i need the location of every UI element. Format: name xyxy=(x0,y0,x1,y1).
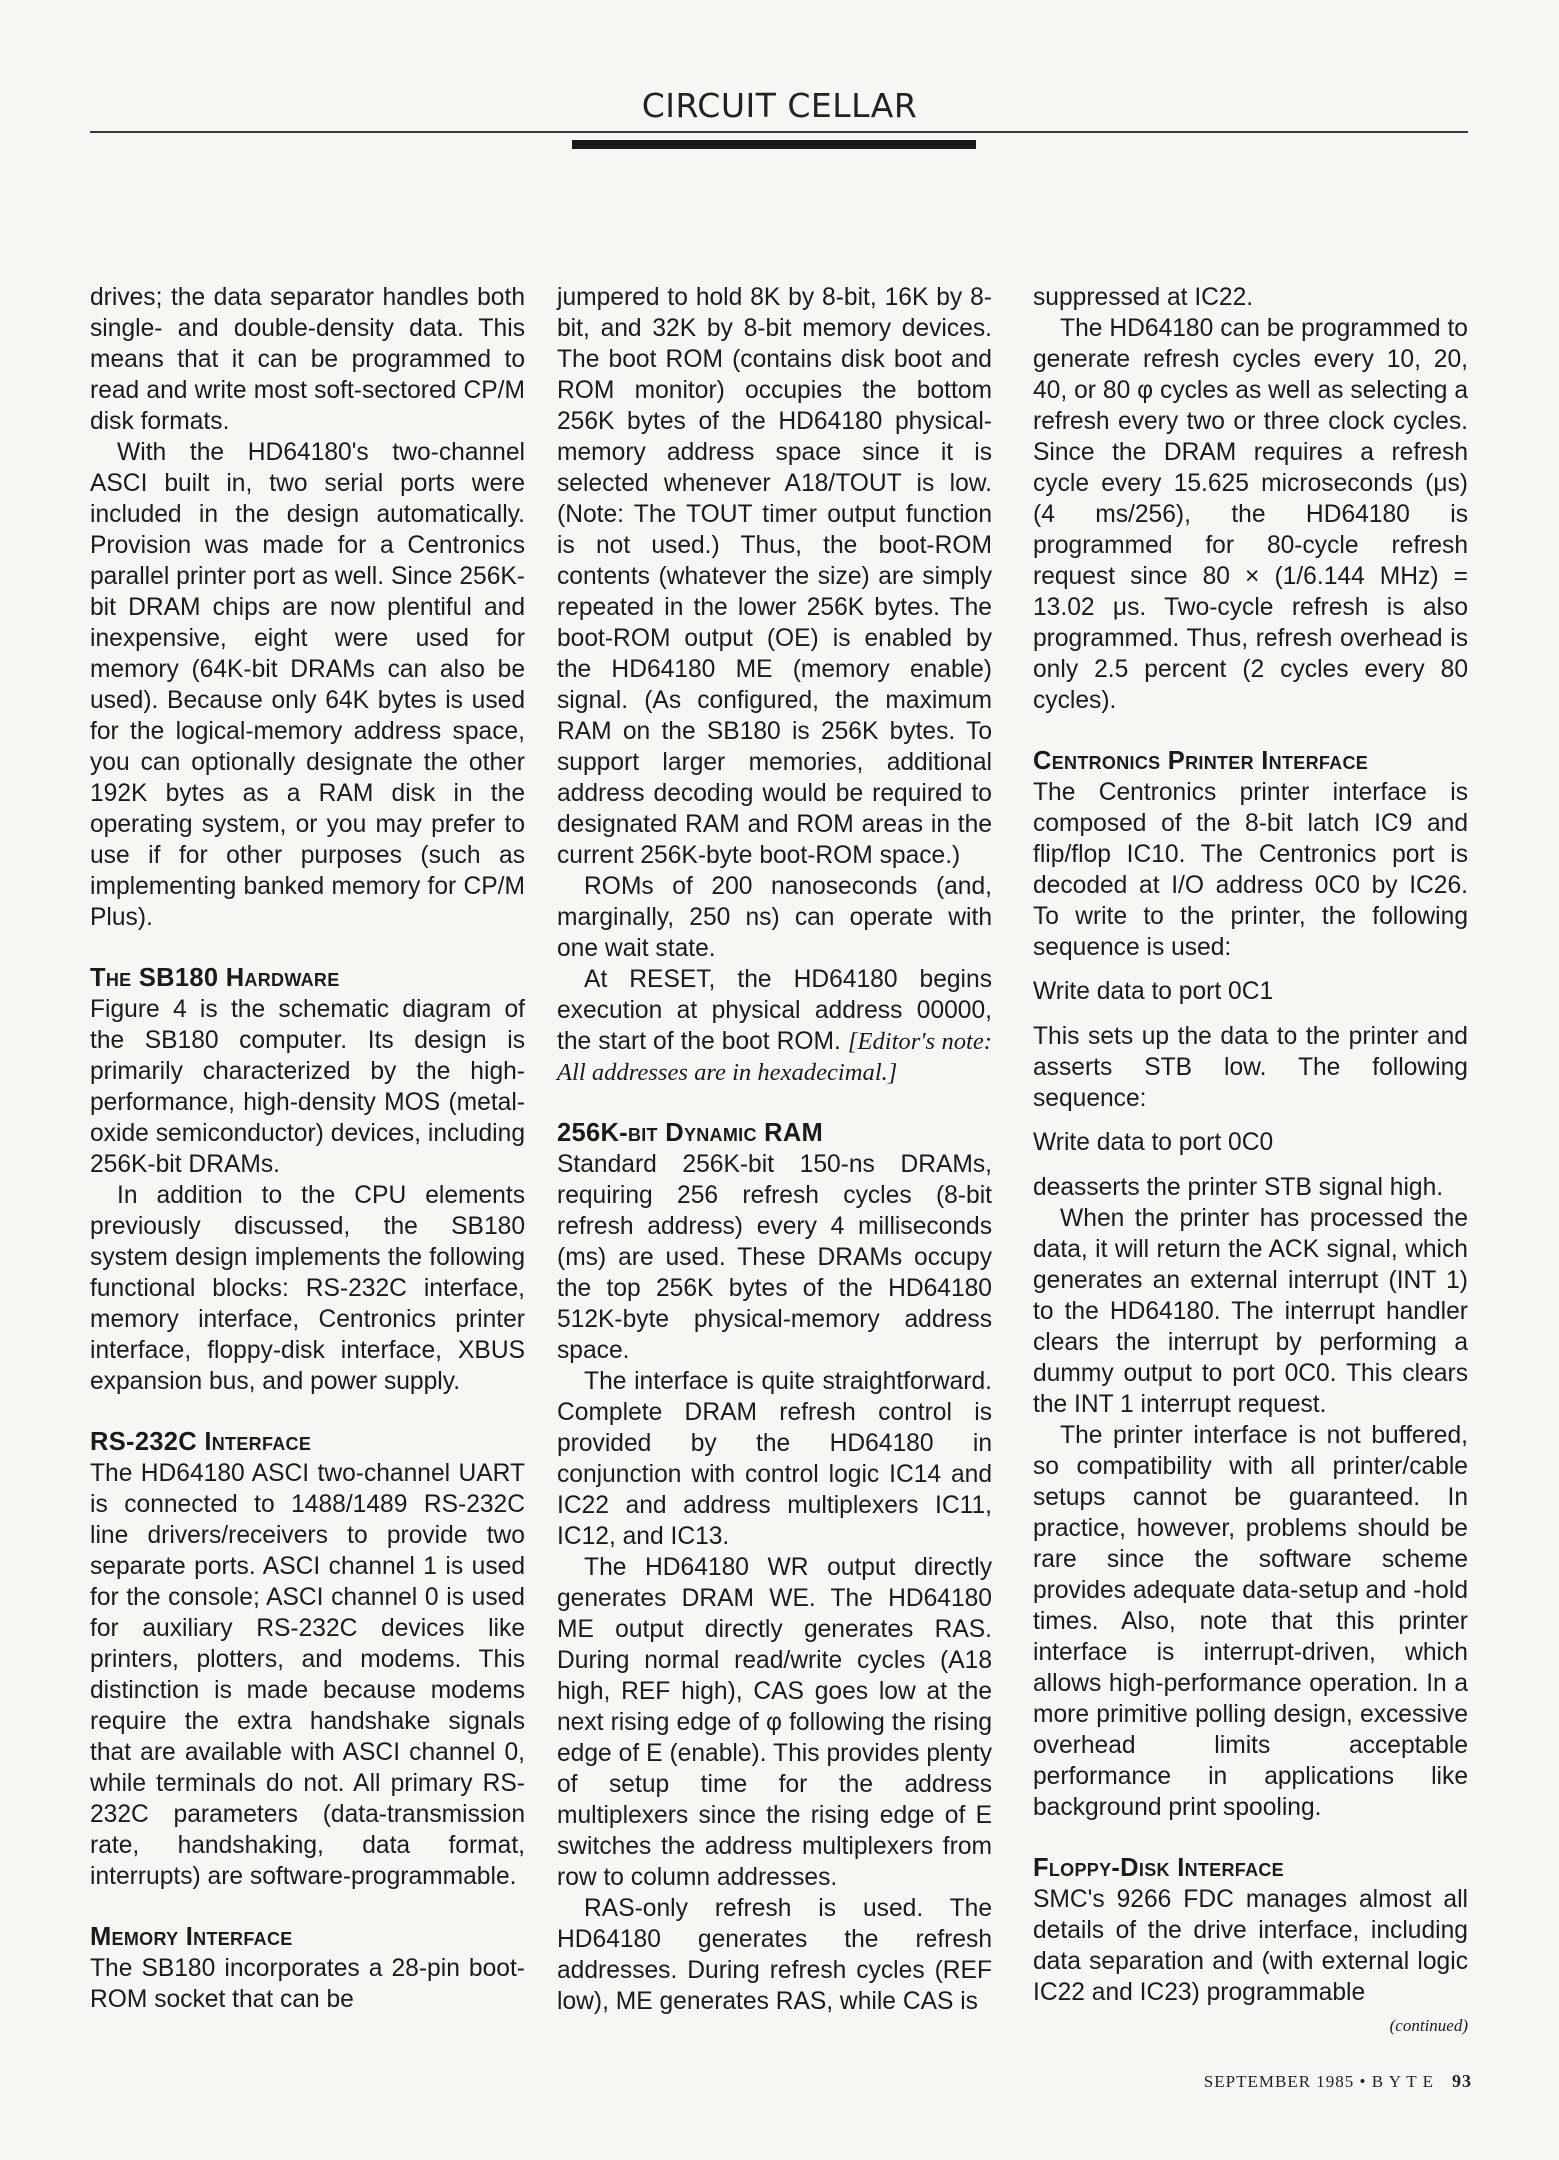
paragraph: When the printer has processed the data, it will return the ACK signal, which generates an external interrupt (INT 1) to the HD64180. The interrupt handler clears the interrupt by performing a dummy output to port 0C0. This clears the INT 1 interrupt request. xyxy=(1033,1205,1468,1418)
header-rule-thin xyxy=(90,131,1468,133)
section-header-title: CIRCUIT CELLAR xyxy=(641,86,918,125)
column-3 xyxy=(1033,282,1468,2041)
section-heading-centronics-printer-interface: Centronics Printer Interface xyxy=(1033,747,1369,775)
paragraph-text: At RESET, the HD64180 begins execution at physical address 00000, the start of the boot ROM. xyxy=(557,966,992,1055)
paragraph: The HD64180 can be programmed to generate refresh cycles every 10, 20, 40, or 80 φ cycles as well as selecting a refresh every two or three clock cycles. Since the DRAM requires a refresh cycle every 15.625 microseconds (μs) (4 ms/256), the HD64180 is programmed for 80-cycle refresh request since 80 × (1/6.144 MHz) = 13.02 μs. Two-cycle refresh is also programmed. Thus, refresh overhead is only 2.5 percent (2 cycles every 80 cycles). xyxy=(1033,315,1468,714)
paragraph: The SB180 incorporates a 28-pin boot-ROM socket that can be xyxy=(90,1955,525,2013)
paragraph: suppressed at IC22. xyxy=(1033,284,1254,311)
paragraph: The HD64180 WR output directly generates DRAM WE. The HD64180 ME output directly generates RAS. During normal read/write cycles (A18 high, REF high), CAS goes low at the next rising edge of φ following the rising edge of E (enable). This provides plenty of setup time for the address multiplexers since the rising edge of E switches the address multiplexers from row to column addresses. xyxy=(557,1554,992,1891)
paragraph: ROMs of 200 nanoseconds (and, marginally, 250 ns) can operate with one wait state. xyxy=(557,873,992,962)
paragraph: Standard 256K-bit 150-ns DRAMs, requiring 256 refresh cycles (8-bit refresh address) every 4 milliseconds (ms) are used. These DRAMs occupy the top 256K bytes of the HD64180 512K-byte physical-memory address space. xyxy=(557,1151,992,1364)
paragraph: drives; the data separator handles both single- and double-density data. This means that it can be programmed to read and write most soft-sectored CP/M disk formats. xyxy=(90,284,525,435)
paragraph: With the HD64180's two-channel ASCI built in, two serial ports were included in the design automatically. Provision was made for a Centronics parallel printer port as well. Since 256K-bit DRAM chips are now plentiful and inexpensive, eight were used for memory (64K-bit DRAMs can also be used). Because only 64K bytes is used for the logical-memory address space, you can optionally designate the other 192K bytes as a RAM disk in the operating system, or you may prefer to use if for other purposes (such as implementing banked memory for CP/M Plus). xyxy=(90,439,525,931)
paragraph: The HD64180 ASCI two-channel UART is connected to 1488/1489 RS-232C line drivers/receivers to provide two separate ports. ASCI channel 1 is used for the console; ASCI channel 0 is used for auxiliary RS-232C devices like printers, plotters, and modems. This distinction is made because modems require the extra handshake signals that are available with ASCI channel 0, while terminals do not. All primary RS-232C parameters (data-transmission rate, handshaking, data format, interrupts) are software-programmable. xyxy=(90,1460,525,1890)
paragraph: This sets up the data to the printer and asserts STB low. The following sequence: xyxy=(1033,1023,1468,1112)
header-rule-thick xyxy=(572,140,976,149)
column-2 xyxy=(557,282,992,2017)
code-line: Write data to port 0C1 xyxy=(1033,978,1274,1005)
paragraph: jumpered to hold 8K by 8-bit, 16K by 8-bit, and 32K by 8-bit memory devices. The boot ROM (contains disk boot and ROM monitor) occupies the bottom 256K bytes of the HD64180 physical-memory address space since it is selected whenever A18/TOUT is low. (Note: The TOUT timer output function is not used.) Thus, the boot-ROM contents (whatever the size) are simply repeated in the lower 256K bytes. The boot-ROM output (OE) is enabled by the HD64180 ME (memory enable) signal. (As configured, the maximum RAM on the SB180 is 256K bytes. To support larger memories, additional address decoding would be required to designated RAM and ROM areas in the current 256K-byte boot-ROM space.) xyxy=(557,284,992,869)
footer-issue: SEPTEMBER 1985 • B Y T E xyxy=(1203,2072,1434,2091)
continued-note: (continued) xyxy=(1389,2016,1468,2035)
editor-note: [Editor's note: All addresses are in hexadecimal.] xyxy=(557,1028,992,1086)
page-footer xyxy=(1204,2071,1472,2092)
paragraph: The interface is quite straightforward. Complete DRAM refresh control is provided by the HD64180 in conjunction with control logic IC14 and IC22 and address multiplexers IC11, IC12, and IC13. xyxy=(557,1368,992,1550)
code-line: Write data to port 0C0 xyxy=(1033,1129,1274,1156)
section-heading-sb180-hardware: The SB180 Hardware xyxy=(90,964,340,992)
paragraph: SMC's 9266 FDC manages almost all details of the drive interface, including data separation and (with external logic IC22 and IC23) programmable xyxy=(1033,1886,1468,2006)
paragraph: deasserts the printer STB signal high. xyxy=(1033,1174,1444,1201)
section-heading-256k-dynamic-ram: 256K-bit Dynamic RAM xyxy=(557,1119,824,1147)
paragraph: The printer interface is not buffered, so compatibility with all printer/cable setups cannot be guaranteed. In practice, however, problems should be rare since the software scheme provides adequate data-setup and -hold times. Also, note that this printer interface is interrupt-driven, which allows high-performance operation. In a more primitive polling design, excessive overhead limits acceptable performance in applications like background print spooling. xyxy=(1033,1422,1468,1821)
section-heading-rs232c-interface: RS-232C Interface xyxy=(90,1428,312,1456)
section-heading-floppy-disk-interface: Floppy-Disk Interface xyxy=(1033,1854,1284,1882)
paragraph: The Centronics printer interface is composed of the 8-bit latch IC9 and flip/flop IC10. The Centronics port is decoded at I/O address 0C0 by IC26. To write to the printer, the following sequence is used: xyxy=(1033,779,1468,961)
paragraph: Figure 4 is the schematic diagram of the SB180 computer. Its design is primarily characterized by the high-performance, high-density MOS (metal-oxide semiconductor) devices, including 256K-bit DRAMs. xyxy=(90,996,525,1178)
paragraph: RAS-only refresh is used. The HD64180 generates the refresh addresses. During refresh cycles (REF low), ME generates RAS, while CAS is xyxy=(557,1895,992,2015)
paragraph: In addition to the CPU elements previously discussed, the SB180 system design implements the following functional blocks: RS-232C interface, memory interface, Centronics printer interface, floppy-disk interface, XBUS expansion bus, and power supply. xyxy=(90,1182,525,1395)
page-number: 93 xyxy=(1452,2071,1472,2091)
paragraph xyxy=(557,964,992,1088)
section-heading-memory-interface: Memory Interface xyxy=(90,1923,293,1951)
column-1 xyxy=(90,282,525,2015)
